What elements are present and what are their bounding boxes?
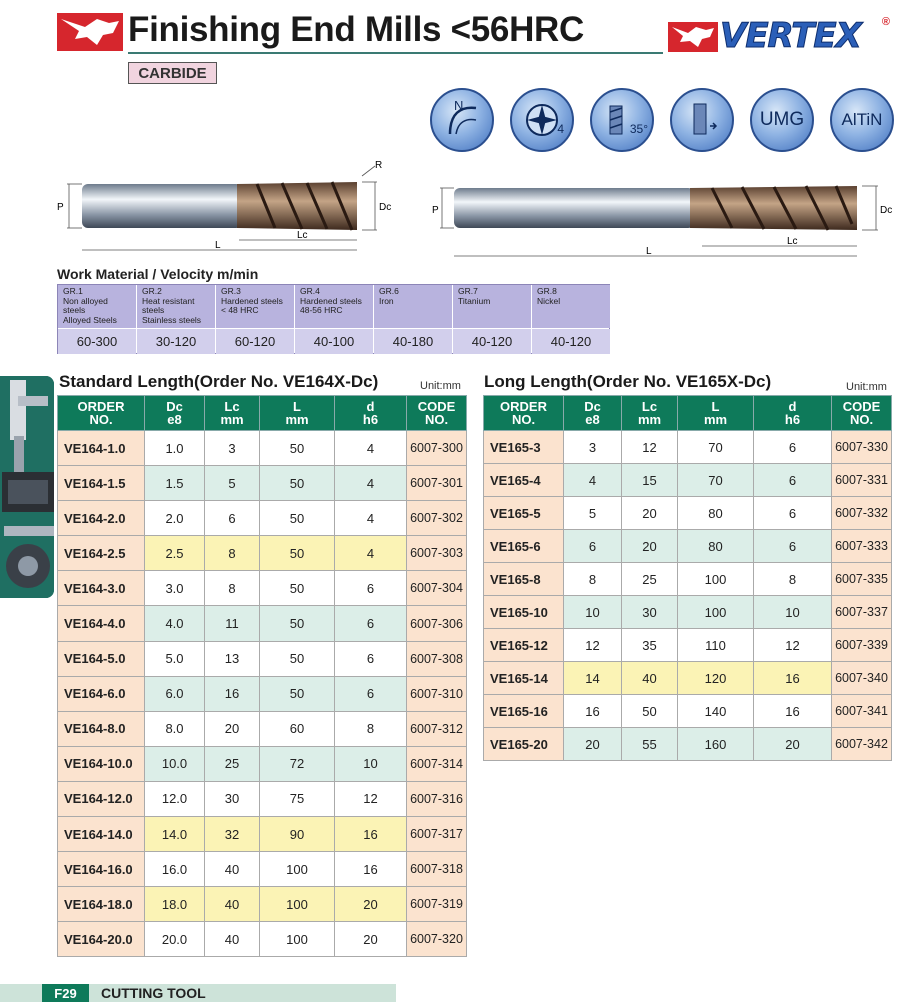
work-material-label-line: Stainless steels — [142, 314, 202, 325]
table-row — [484, 695, 892, 728]
table-row — [58, 606, 467, 641]
cell-code: 6007-317 — [407, 817, 467, 852]
cell-lc: 3 — [205, 431, 260, 466]
cell-order: VE164-20.0 — [58, 922, 145, 957]
column-header-order — [58, 396, 145, 431]
table-row — [484, 629, 892, 662]
cell-d: 8 — [754, 563, 832, 596]
cell-l: 50 — [260, 466, 335, 501]
column-header-line: CODE — [842, 399, 881, 414]
cell-dc: 2.0 — [145, 501, 205, 536]
n-geometry-icon — [430, 88, 494, 152]
cell-order: VE165-16 — [484, 695, 564, 728]
umg-label: UMG — [759, 109, 805, 130]
cell-code: 6007-310 — [407, 676, 467, 711]
column-header-line: NO. — [89, 412, 113, 427]
work-material-group-1 — [58, 285, 137, 353]
helix-angle: 35° — [629, 122, 648, 136]
cell-code: 6007-303 — [407, 536, 467, 571]
table-row — [484, 497, 892, 530]
cell-lc: 50 — [622, 695, 678, 728]
column-header-line: ORDER — [500, 399, 547, 414]
cell-d: 16 — [754, 662, 832, 695]
cell-order: VE164-8.0 — [58, 711, 145, 746]
shank-tolerance-icon — [670, 88, 734, 152]
cell-lc: 30 — [205, 781, 260, 816]
brand-logo — [668, 18, 890, 58]
work-material-label-line: GR.3 — [221, 286, 241, 296]
cell-lc: 6 — [205, 501, 260, 536]
cell-order: VE164-18.0 — [58, 887, 145, 922]
page-footer — [0, 984, 396, 1002]
cell-d: 4 — [335, 431, 407, 466]
long-dc-label: Dc — [880, 205, 893, 216]
r-label: R — [375, 160, 383, 171]
cell-lc: 40 — [205, 887, 260, 922]
cell-code: 6007-301 — [407, 466, 467, 501]
work-material-group-4 — [295, 285, 374, 353]
shank-p-label: P — [57, 202, 64, 213]
cell-lc: 8 — [205, 536, 260, 571]
cell-l: 110 — [678, 629, 754, 662]
long-unit: Unit:mm — [846, 381, 887, 393]
long-length-table — [483, 395, 892, 761]
work-material-group-label — [58, 285, 136, 328]
cell-dc: 1.0 — [145, 431, 205, 466]
registered-mark: ® — [881, 16, 890, 28]
cell-lc: 25 — [622, 563, 678, 596]
long-l-label: L — [646, 246, 652, 257]
cell-dc: 12.0 — [145, 781, 205, 816]
cell-code: 6007-306 — [407, 606, 467, 641]
cell-dc: 12 — [564, 629, 622, 662]
cell-d: 20 — [754, 728, 832, 761]
column-header-line: mm — [285, 412, 309, 427]
cell-lc: 20 — [622, 497, 678, 530]
standard-length-table — [57, 395, 467, 957]
four-flute-icon — [510, 88, 574, 152]
cell-code: 6007-332 — [832, 497, 892, 530]
column-header-line: h6 — [362, 412, 379, 427]
cell-l: 80 — [678, 497, 754, 530]
work-material-label-line: Titanium — [458, 295, 491, 306]
column-header-code — [407, 396, 467, 431]
table-row — [484, 596, 892, 629]
column-header-dc — [564, 396, 622, 431]
table-row — [58, 536, 467, 571]
column-header-line: d — [366, 399, 375, 414]
cell-dc: 4 — [564, 464, 622, 497]
cell-lc: 25 — [205, 746, 260, 781]
page-number: F29 — [42, 984, 89, 1002]
cell-lc: 35 — [622, 629, 678, 662]
cell-code: 6007-330 — [832, 431, 892, 464]
cell-order: VE165-20 — [484, 728, 564, 761]
cell-order: VE164-3.0 — [58, 571, 145, 606]
work-material-label-line: Alloyed Steels — [63, 314, 117, 325]
cell-dc: 3.0 — [145, 571, 205, 606]
work-material-group-6 — [453, 285, 532, 353]
long-p-label: P — [432, 205, 439, 216]
column-header-lc — [205, 396, 260, 431]
cell-l: 100 — [260, 922, 335, 957]
cell-d: 4 — [335, 501, 407, 536]
dc-label: Dc — [379, 202, 392, 213]
work-material-label-line: Nickel — [537, 295, 561, 306]
cell-d: 6 — [335, 606, 407, 641]
work-material-label-line: steels — [142, 305, 165, 315]
table-row — [484, 563, 892, 596]
work-material-label-line: Non alloyed — [63, 295, 108, 306]
cell-lc: 32 — [205, 817, 260, 852]
cell-d: 6 — [754, 530, 832, 563]
side-photo — [0, 376, 54, 598]
table-row — [58, 711, 467, 746]
cell-l: 70 — [678, 464, 754, 497]
cell-dc: 14.0 — [145, 817, 205, 852]
cutting-velocity: 40-180 — [374, 329, 452, 354]
cell-code: 6007-318 — [407, 852, 467, 887]
cell-l: 120 — [678, 662, 754, 695]
work-material-title: Work Material / Velocity m/min — [57, 266, 259, 282]
column-header-line: e8 — [167, 412, 182, 427]
long-tool-drawing — [432, 180, 900, 260]
feature-icons — [430, 88, 900, 154]
table-row — [58, 781, 467, 816]
table-row — [484, 464, 892, 497]
column-header-line: ORDER — [77, 399, 125, 414]
cell-order: VE165-10 — [484, 596, 564, 629]
cell-order: VE164-2.5 — [58, 536, 145, 571]
column-header-dc — [145, 396, 205, 431]
work-material-label-line: steels — [63, 305, 86, 315]
altin-coating-icon — [830, 88, 894, 152]
table-header-row — [484, 396, 892, 431]
cell-dc: 1.5 — [145, 466, 205, 501]
cell-code: 6007-314 — [407, 746, 467, 781]
column-header-line: mm — [220, 412, 244, 427]
cell-lc: 12 — [622, 431, 678, 464]
cell-lc: 8 — [205, 571, 260, 606]
column-header-l — [678, 396, 754, 431]
cell-code: 6007-302 — [407, 501, 467, 536]
lc-label: Lc — [297, 230, 308, 241]
work-material-label-line: GR.6 — [379, 286, 399, 296]
cell-code: 6007-337 — [832, 596, 892, 629]
column-header-line: e8 — [585, 412, 600, 427]
cell-code: 6007-320 — [407, 922, 467, 957]
cell-order: VE165-8 — [484, 563, 564, 596]
standard-length-title: Standard Length(Order No. VE164X-Dc) — [59, 372, 379, 391]
cell-order: VE165-4 — [484, 464, 564, 497]
cell-code: 6007-339 — [832, 629, 892, 662]
cell-lc: 20 — [622, 530, 678, 563]
work-material-label-line: GR.8 — [537, 286, 557, 296]
table-row — [58, 571, 467, 606]
work-material-group-label — [216, 285, 294, 328]
cell-d: 16 — [335, 852, 407, 887]
cell-l: 100 — [678, 596, 754, 629]
cell-d: 20 — [335, 887, 407, 922]
cell-l: 50 — [260, 536, 335, 571]
cutting-velocity: 60-300 — [58, 329, 136, 354]
altin-label: AlTiN — [841, 110, 883, 129]
cutting-velocity: 40-120 — [532, 329, 610, 354]
work-material-label-line: 48-56 HRC — [300, 305, 343, 315]
cell-l: 80 — [678, 530, 754, 563]
column-header-order — [484, 396, 564, 431]
table-header-row — [58, 396, 467, 431]
cell-l: 72 — [260, 746, 335, 781]
cell-d: 8 — [335, 711, 407, 746]
cell-dc: 3 — [564, 431, 622, 464]
cell-d: 12 — [754, 629, 832, 662]
cell-dc: 18.0 — [145, 887, 205, 922]
cell-order: VE165-5 — [484, 497, 564, 530]
cell-dc: 16.0 — [145, 852, 205, 887]
work-material-label-line: GR.1 — [63, 286, 83, 296]
work-material-label-line: < 48 HRC — [221, 305, 259, 315]
work-material-label-line: GR.7 — [458, 286, 478, 296]
work-material-group-7 — [532, 285, 611, 353]
cell-dc: 6 — [564, 530, 622, 563]
column-header-line: NO. — [511, 412, 536, 427]
long-lc-label: Lc — [787, 236, 798, 247]
column-header-line: L — [293, 399, 301, 414]
work-material-label-line: GR.2 — [142, 286, 162, 296]
section-label: CUTTING TOOL — [101, 985, 206, 1001]
cutting-velocity: 40-100 — [295, 329, 373, 354]
cell-code: 6007-335 — [832, 563, 892, 596]
table-row — [484, 728, 892, 761]
cell-order: VE165-6 — [484, 530, 564, 563]
cell-order: VE164-16.0 — [58, 852, 145, 887]
column-header-line: d — [788, 399, 797, 414]
work-material-label-line: Heat resistant — [142, 295, 195, 306]
column-header-d — [335, 396, 407, 431]
column-header-code — [832, 396, 892, 431]
cell-d: 20 — [335, 922, 407, 957]
cell-d: 4 — [335, 536, 407, 571]
cell-code: 6007-342 — [832, 728, 892, 761]
cell-lc: 16 — [205, 676, 260, 711]
table-row — [58, 852, 467, 887]
cell-code: 6007-312 — [407, 711, 467, 746]
cell-lc: 55 — [622, 728, 678, 761]
cell-d: 10 — [754, 596, 832, 629]
column-header-line: L — [711, 399, 720, 414]
cell-order: VE164-10.0 — [58, 746, 145, 781]
title-divider — [128, 52, 663, 54]
cell-d: 6 — [754, 431, 832, 464]
work-material-group-label — [453, 285, 531, 328]
column-header-line: mm — [637, 412, 662, 427]
cell-code: 6007-341 — [832, 695, 892, 728]
column-header-line: mm — [703, 412, 728, 427]
column-header-lc — [622, 396, 678, 431]
work-material-group-label — [374, 285, 452, 328]
cell-code: 6007-340 — [832, 662, 892, 695]
column-header-line: NO. — [849, 412, 874, 427]
umg-icon — [750, 88, 814, 152]
cell-order: VE164-12.0 — [58, 781, 145, 816]
table-row — [484, 662, 892, 695]
cell-l: 50 — [260, 606, 335, 641]
company-logo — [57, 13, 123, 51]
cell-order: VE165-14 — [484, 662, 564, 695]
brand-mark-icon — [668, 22, 718, 52]
cell-order: VE165-3 — [484, 431, 564, 464]
standard-tool-drawing — [57, 158, 397, 258]
cutting-velocity: 60-120 — [216, 329, 294, 354]
cell-l: 50 — [260, 431, 335, 466]
column-header-line: CODE — [417, 399, 456, 414]
table-row — [484, 530, 892, 563]
table-row — [58, 676, 467, 711]
cell-code: 6007-316 — [407, 781, 467, 816]
l-label: L — [215, 240, 221, 251]
standard-unit: Unit:mm — [420, 380, 461, 392]
cell-code: 6007-319 — [407, 887, 467, 922]
work-material-group-label — [295, 285, 373, 328]
cell-code: 6007-300 — [407, 431, 467, 466]
cell-lc: 5 — [205, 466, 260, 501]
column-header-line: Dc — [166, 399, 183, 414]
cell-l: 100 — [678, 563, 754, 596]
work-material-group-3 — [216, 285, 295, 353]
cutting-velocity: 30-120 — [137, 329, 215, 354]
work-material-label-line: Iron — [379, 295, 394, 306]
table-row — [484, 431, 892, 464]
cell-d: 6 — [335, 641, 407, 676]
cell-lc: 15 — [622, 464, 678, 497]
cell-d: 12 — [335, 781, 407, 816]
column-header-line: NO. — [424, 412, 449, 427]
cell-l: 50 — [260, 571, 335, 606]
column-header-d — [754, 396, 832, 431]
cell-dc: 16 — [564, 695, 622, 728]
cell-dc: 2.5 — [145, 536, 205, 571]
cell-order: VE164-2.0 — [58, 501, 145, 536]
cell-d: 6 — [754, 497, 832, 530]
cell-l: 160 — [678, 728, 754, 761]
brand-name: VERTEX — [720, 16, 861, 56]
cell-d: 16 — [754, 695, 832, 728]
cell-code: 6007-333 — [832, 530, 892, 563]
cutting-velocity: 40-120 — [453, 329, 531, 354]
column-header-l — [260, 396, 335, 431]
cell-d: 4 — [335, 466, 407, 501]
cell-code: 6007-304 — [407, 571, 467, 606]
cell-dc: 10 — [564, 596, 622, 629]
cell-order: VE165-12 — [484, 629, 564, 662]
cell-order: VE164-1.0 — [58, 431, 145, 466]
material-badge: CARBIDE — [128, 62, 217, 84]
cell-lc: 11 — [205, 606, 260, 641]
cell-dc: 8 — [564, 563, 622, 596]
cell-l: 90 — [260, 817, 335, 852]
column-header-line: Dc — [584, 399, 601, 414]
cell-l: 100 — [260, 852, 335, 887]
cell-l: 100 — [260, 887, 335, 922]
table-row — [58, 922, 467, 957]
work-material-group-label — [137, 285, 215, 328]
cell-order: VE164-6.0 — [58, 676, 145, 711]
cell-dc: 5.0 — [145, 641, 205, 676]
table-row — [58, 817, 467, 852]
table-row — [58, 501, 467, 536]
cell-lc: 20 — [205, 711, 260, 746]
helix-35-icon — [590, 88, 654, 152]
column-header-line: h6 — [784, 412, 801, 427]
work-material-table — [57, 284, 610, 354]
cell-dc: 20 — [564, 728, 622, 761]
table-row — [58, 466, 467, 501]
cell-order: VE164-14.0 — [58, 817, 145, 852]
cell-lc: 30 — [622, 596, 678, 629]
cell-lc: 40 — [205, 922, 260, 957]
table-row — [58, 641, 467, 676]
cell-dc: 8.0 — [145, 711, 205, 746]
work-material-group-label — [532, 285, 610, 328]
cell-lc: 40 — [622, 662, 678, 695]
cell-lc: 13 — [205, 641, 260, 676]
cell-d: 10 — [335, 746, 407, 781]
page-title: Finishing End Mills <56HRC — [128, 10, 585, 49]
cell-l: 50 — [260, 676, 335, 711]
cell-dc: 14 — [564, 662, 622, 695]
column-header-line: Lc — [224, 399, 240, 414]
cell-d: 6 — [335, 676, 407, 711]
cell-l: 140 — [678, 695, 754, 728]
cell-dc: 4.0 — [145, 606, 205, 641]
cell-l: 60 — [260, 711, 335, 746]
table-row — [58, 887, 467, 922]
work-material-group-5 — [374, 285, 453, 353]
long-length-title: Long Length(Order No. VE165X-Dc) — [484, 372, 772, 391]
work-material-label-line: Hardened steels — [221, 295, 283, 306]
cell-dc: 10.0 — [145, 746, 205, 781]
work-material-label-line: GR.4 — [300, 286, 320, 296]
cell-lc: 40 — [205, 852, 260, 887]
flute-count: 4 — [557, 122, 564, 136]
cell-code: 6007-308 — [407, 641, 467, 676]
cell-dc: 5 — [564, 497, 622, 530]
table-row — [58, 746, 467, 781]
table-row — [58, 431, 467, 466]
cell-order: VE164-5.0 — [58, 641, 145, 676]
cell-dc: 20.0 — [145, 922, 205, 957]
cell-l: 75 — [260, 781, 335, 816]
cell-order: VE164-1.5 — [58, 466, 145, 501]
column-header-line: Lc — [641, 399, 658, 414]
cell-d: 6 — [754, 464, 832, 497]
cell-d: 16 — [335, 817, 407, 852]
cell-order: VE164-4.0 — [58, 606, 145, 641]
cell-l: 50 — [260, 641, 335, 676]
cell-l: 50 — [260, 501, 335, 536]
n-geometry-label: N — [454, 98, 464, 113]
cell-l: 70 — [678, 431, 754, 464]
cell-code: 6007-331 — [832, 464, 892, 497]
work-material-label-line: Hardened steels — [300, 295, 362, 306]
cell-d: 6 — [335, 571, 407, 606]
work-material-group-2 — [137, 285, 216, 353]
cell-dc: 6.0 — [145, 676, 205, 711]
